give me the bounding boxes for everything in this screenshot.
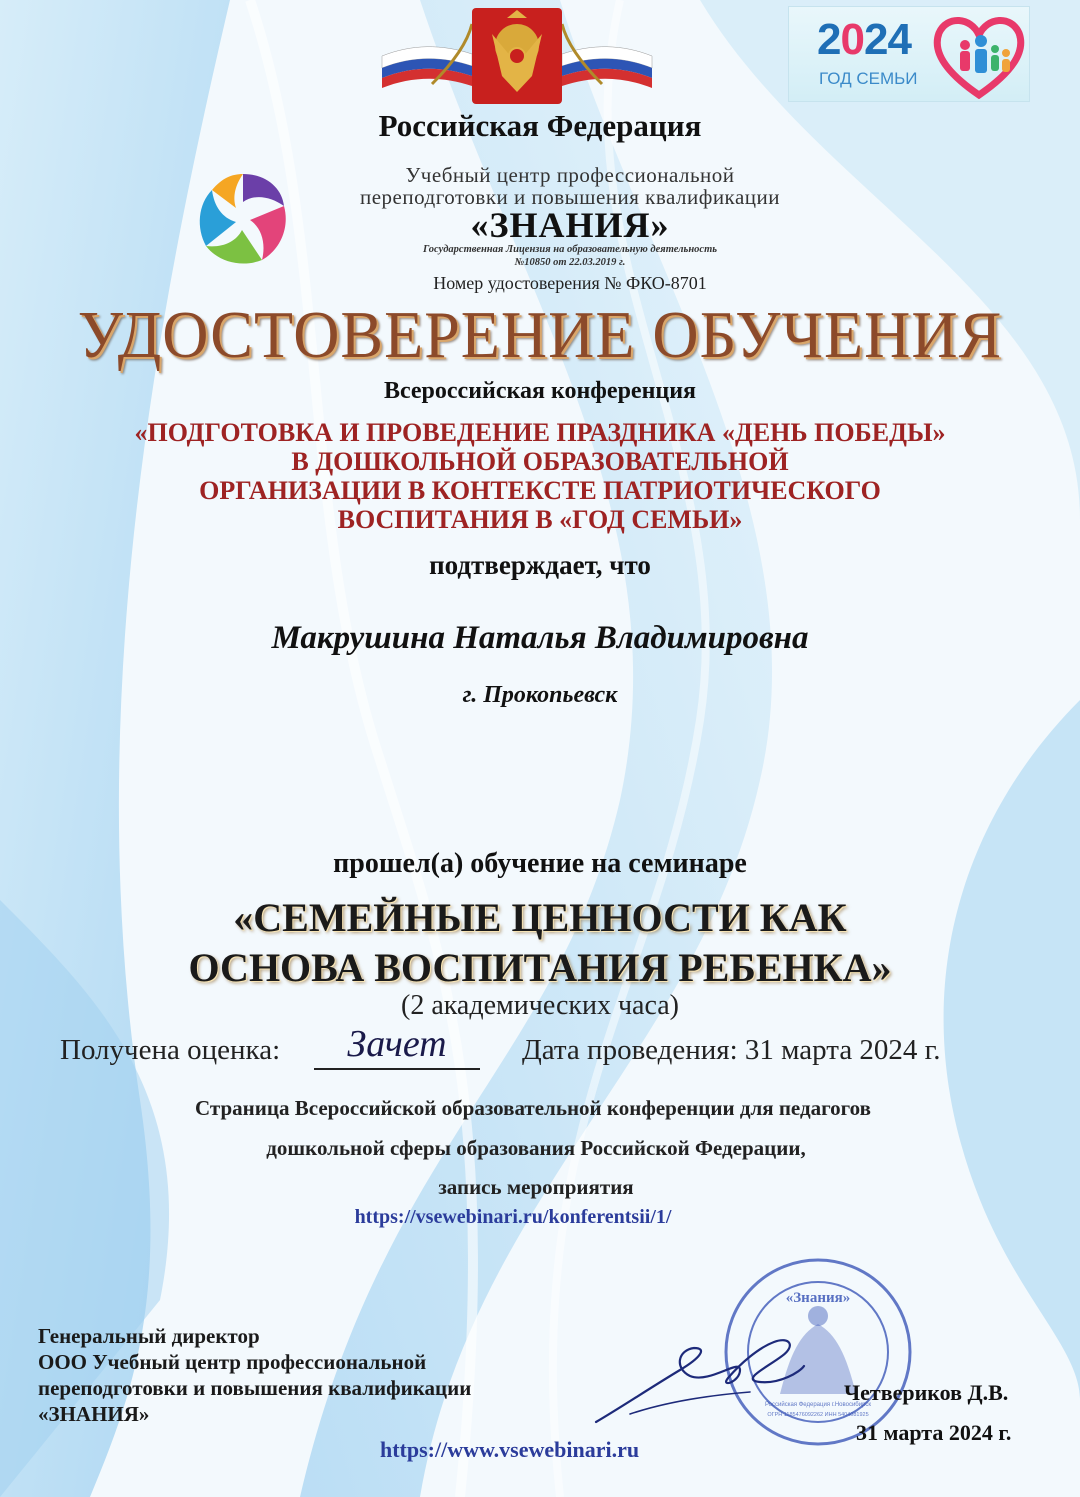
year-caption: ГОД СЕМЬИ: [819, 69, 918, 88]
page-info-line: дошкольной сферы образования Российской Федерации,: [266, 1136, 806, 1160]
director-title-line: Генеральный директор: [38, 1324, 260, 1348]
certificate-number: Номер удостоверения № ФКО-8701: [433, 273, 707, 293]
coat-of-arms-emblem: [372, 4, 662, 108]
conference-type: Всероссийская конференция: [383, 378, 697, 404]
org-name-line1: Учебный центр профессиональной: [405, 163, 735, 187]
signer-name: Четвериков Д.В.: [844, 1380, 1009, 1405]
family-heart-icon: [931, 11, 1027, 99]
page-info-line: Страница Всероссийской образовательной конференции для педагогов: [195, 1096, 871, 1120]
seminar-hours: (2 академических часа): [401, 990, 679, 1021]
director-signature: [590, 1318, 810, 1438]
conference-title-line: «ПОДГОТОВКА И ПРОВЕДЕНИЕ ПРАЗДНИКА «ДЕНЬ ПОБЕДЫ»: [134, 418, 946, 447]
org-name-line2: переподготовки и повышения квалификации: [360, 185, 780, 209]
seminar-title-line: «СЕМЕЙНЫЕ ЦЕННОСТИ КАК: [233, 895, 847, 940]
year-of-family-badge: [788, 6, 1030, 102]
license-line1: Государственная Лицензия на образовательную деятельность: [422, 244, 718, 255]
completed-text: прошел(а) обучение на семинаре: [333, 848, 747, 879]
organization-logo: [190, 166, 296, 272]
country-heading: Российская Федерация: [378, 108, 702, 143]
stamp-place: Российская Федерация г.Новосибирск: [764, 1402, 872, 1408]
conference-title-line: ВОСПИТАНИЯ В «ГОД СЕМЬИ»: [337, 505, 743, 534]
director-title-line: переподготовки и повышения квалификации: [38, 1376, 472, 1400]
website-link[interactable]: https://www.vsewebinari.ru: [380, 1437, 640, 1462]
director-title-line: «ЗНАНИЯ»: [38, 1402, 150, 1426]
org-name: «ЗНАНИЯ»: [470, 205, 670, 245]
conference-title-line: В ДОШКОЛЬНОЙ ОБРАЗОВАТЕЛЬНОЙ: [291, 447, 789, 476]
license-line2: №10850 от 22.03.2019 г.: [514, 257, 626, 268]
seminar-title-line: ОСНОВА ВОСПИТАНИЯ РЕБЕНКА»: [188, 945, 892, 990]
year-number: 2024: [817, 15, 911, 64]
confirms-text: подтверждает, что: [429, 550, 651, 580]
conference-title-line: ОРГАНИЗАЦИИ В КОНТЕКСТЕ ПАТРИОТИЧЕСКОГО: [199, 476, 881, 505]
grade-underline: [314, 1068, 480, 1070]
recipient-city: г. Прокопьевск: [462, 682, 618, 708]
recipient-name: Макрушина Наталья Владимировна: [271, 620, 809, 656]
director-title-line: ООО Учебный центр профессиональной: [38, 1350, 427, 1374]
stamp-ids: ОГРН 1185476092262 ИНН 5404081925: [767, 1412, 869, 1418]
grade-label: Получена оценка:: [60, 1034, 281, 1066]
conference-page-link[interactable]: https://vsewebinari.ru/konferentsii/1/: [354, 1206, 672, 1228]
signature-date: 31 марта 2024 г.: [856, 1420, 1012, 1445]
certificate-title: УДОСТОВЕРЕНИЕ ОБУЧЕНИЯ: [77, 297, 1003, 372]
stamp-name: «Знания»: [785, 1290, 851, 1306]
event-date: Дата проведения: 31 марта 2024 г.: [522, 1034, 941, 1066]
grade-value: Зачет: [347, 1023, 447, 1065]
page-info-line: запись мероприятия: [438, 1175, 634, 1199]
